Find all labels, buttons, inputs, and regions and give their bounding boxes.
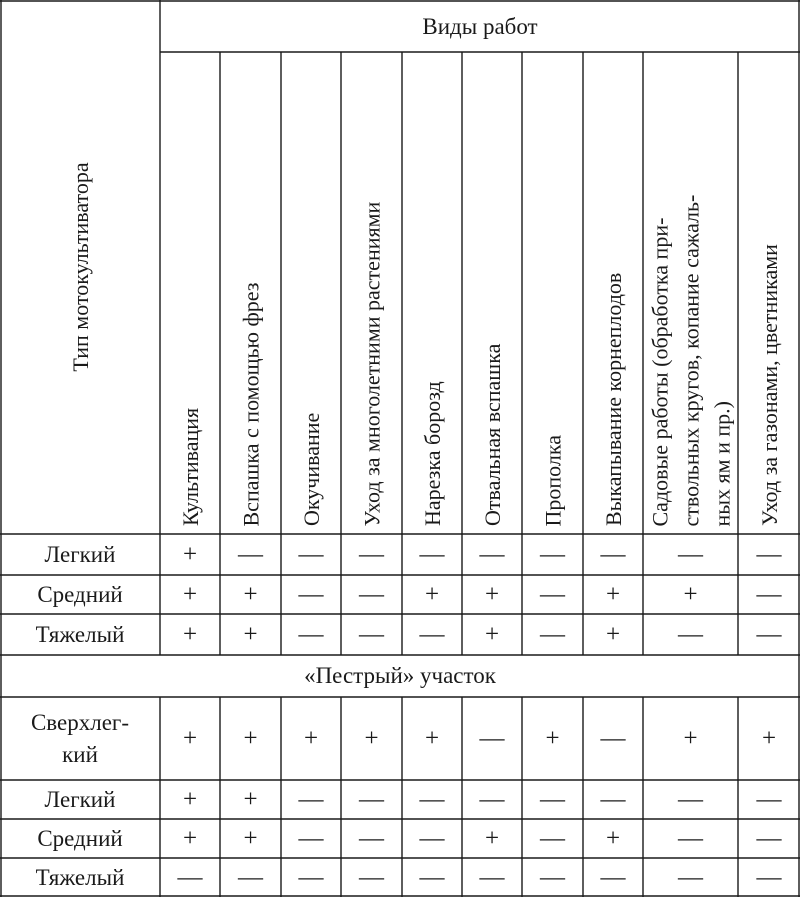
- table-cell: —: [678, 621, 703, 648]
- header-line: Садовые работы (обработка при-: [647, 217, 672, 526]
- row-label: [0, 534, 160, 575]
- table-cell: —: [359, 581, 384, 608]
- row-label-line: Легкий: [44, 541, 116, 567]
- table-cell: —: [540, 621, 565, 648]
- rotated-text: [643, 52, 738, 526]
- table-cell: —: [298, 541, 324, 568]
- table-cell: +: [364, 725, 379, 752]
- table-cell: +: [182, 581, 198, 608]
- rotated-text: [583, 52, 643, 526]
- header-line: Нарезка борозд: [419, 381, 445, 526]
- table-cell: —: [359, 541, 384, 568]
- table-cell: —: [678, 864, 703, 891]
- table-cell: +: [424, 581, 440, 608]
- column-header: [462, 52, 522, 534]
- rotated-text: [462, 52, 522, 526]
- column-header-inner: [160, 52, 220, 526]
- column-header: [341, 52, 402, 534]
- header-line: Отвальная вспашка: [479, 343, 505, 526]
- header-line: Уход за газонами, цветниками: [756, 244, 782, 526]
- table-cell: +: [182, 541, 198, 568]
- header-line: Вспашка с помощью фрез: [238, 282, 263, 526]
- table-cell: +: [243, 786, 258, 813]
- table-cell: —: [678, 825, 703, 852]
- table-cell: —: [600, 541, 626, 568]
- row-label: [0, 819, 160, 858]
- table-cell: +: [182, 825, 198, 852]
- table-cell: —: [419, 786, 445, 813]
- table-cell: +: [484, 825, 500, 852]
- row-label-line: кий: [62, 741, 98, 767]
- row-label-line: Средний: [37, 825, 123, 851]
- column-header-inner: [341, 52, 402, 526]
- table-cell: +: [182, 621, 198, 648]
- row-label: [0, 780, 160, 819]
- table-cell: +: [683, 725, 698, 752]
- row-label: [0, 858, 160, 897]
- table-cell: —: [756, 825, 782, 852]
- table-cell: —: [479, 864, 505, 891]
- table-cell: —: [298, 621, 324, 648]
- row-label: [0, 697, 160, 780]
- row-label-line: Средний: [37, 581, 123, 607]
- header-line: ствольных кругов, копание сажаль-: [678, 194, 703, 526]
- header-line: Выкапывание корнеплодов: [600, 272, 626, 526]
- table-cell: +: [243, 581, 258, 608]
- column-header-inner: [402, 52, 462, 526]
- column-header: [522, 52, 583, 534]
- table-cell: —: [359, 864, 384, 891]
- column-header: [402, 52, 462, 534]
- column-header: [643, 52, 738, 534]
- section-title: «Пестрый» участок: [304, 663, 496, 688]
- table-cell: —: [756, 581, 782, 608]
- table-cell: —: [359, 621, 384, 648]
- table-cell: —: [479, 725, 505, 752]
- rotated-text: [281, 52, 341, 526]
- row-label-line: Тяжелый: [35, 621, 125, 647]
- table-cell: +: [424, 725, 440, 752]
- header-line: Окучивание: [298, 412, 324, 526]
- table-cell: —: [479, 786, 505, 813]
- table-cell: —: [678, 541, 703, 568]
- rotated-text: [738, 52, 800, 526]
- row-label-line: Сверхлег-: [30, 709, 130, 735]
- table-cell: —: [238, 541, 263, 568]
- table-cell: —: [298, 581, 324, 608]
- table-cell: —: [600, 725, 626, 752]
- column-header-inner: [220, 52, 281, 526]
- header-line: Культивация: [177, 407, 203, 526]
- table-cell: —: [678, 786, 703, 813]
- table-cell: +: [303, 725, 319, 752]
- table-cell: —: [479, 541, 505, 568]
- table-cell: —: [298, 786, 324, 813]
- column-header: [738, 52, 800, 534]
- table-cell: +: [683, 581, 698, 608]
- table-cell: +: [243, 825, 258, 852]
- table-cell: +: [605, 581, 621, 608]
- table-cell: —: [756, 864, 782, 891]
- table-cell: —: [177, 864, 203, 891]
- header-line: ных ям и пр.): [709, 400, 734, 526]
- group-header: Виды работ: [422, 14, 538, 39]
- table-cell: —: [540, 581, 565, 608]
- column-header: [220, 52, 281, 534]
- column-header-inner: [462, 52, 522, 526]
- table-cell: —: [419, 541, 445, 568]
- table-cell: —: [600, 786, 626, 813]
- corner-header-text: Тип мотокультиватора: [67, 162, 93, 372]
- table-cell: +: [605, 621, 621, 648]
- table-cell: —: [238, 864, 263, 891]
- header-line: Уход за многолетними растениями: [359, 201, 384, 526]
- table-cell: —: [419, 621, 445, 648]
- column-header-inner: [583, 52, 643, 526]
- row-label: [0, 614, 160, 655]
- table-cell: +: [484, 581, 500, 608]
- table-cell: +: [182, 725, 198, 752]
- table-cell: +: [605, 825, 621, 852]
- table-cell: —: [600, 864, 626, 891]
- rotated-text: [341, 52, 402, 526]
- corner-header: [0, 0, 160, 534]
- column-header-inner: [281, 52, 341, 526]
- table-cell: —: [359, 786, 384, 813]
- table-cell: —: [359, 825, 384, 852]
- table-cell: —: [540, 864, 565, 891]
- table-cell: —: [756, 621, 782, 648]
- rotated-text: [402, 52, 462, 526]
- table-cell: —: [756, 786, 782, 813]
- column-header-inner: [738, 52, 800, 526]
- column-header-inner: [643, 52, 738, 526]
- table-cell: +: [545, 725, 560, 752]
- table-cell: —: [756, 541, 782, 568]
- table-cell: —: [419, 864, 445, 891]
- table-cell: —: [298, 864, 324, 891]
- rotated-text: [522, 52, 583, 526]
- table-cell: —: [419, 825, 445, 852]
- table-cell: —: [540, 541, 565, 568]
- row-label-line: Легкий: [44, 786, 116, 812]
- column-header-inner: [522, 52, 583, 526]
- table-cell: +: [484, 621, 500, 648]
- table-cell: —: [298, 825, 324, 852]
- rotated-text: [160, 52, 220, 526]
- row-label: [0, 575, 160, 614]
- rotated-text: [220, 52, 281, 526]
- table-cell: —: [540, 825, 565, 852]
- column-header: [160, 52, 220, 534]
- column-header: [281, 52, 341, 534]
- table-cell: +: [243, 725, 258, 752]
- table-cell: —: [540, 786, 565, 813]
- column-header: [583, 52, 643, 534]
- table-cell: +: [182, 786, 198, 813]
- row-label-line: Тяжелый: [35, 864, 125, 890]
- table-cell: +: [243, 621, 258, 648]
- header-line: Прополка: [540, 434, 565, 526]
- table-cell: +: [761, 725, 777, 752]
